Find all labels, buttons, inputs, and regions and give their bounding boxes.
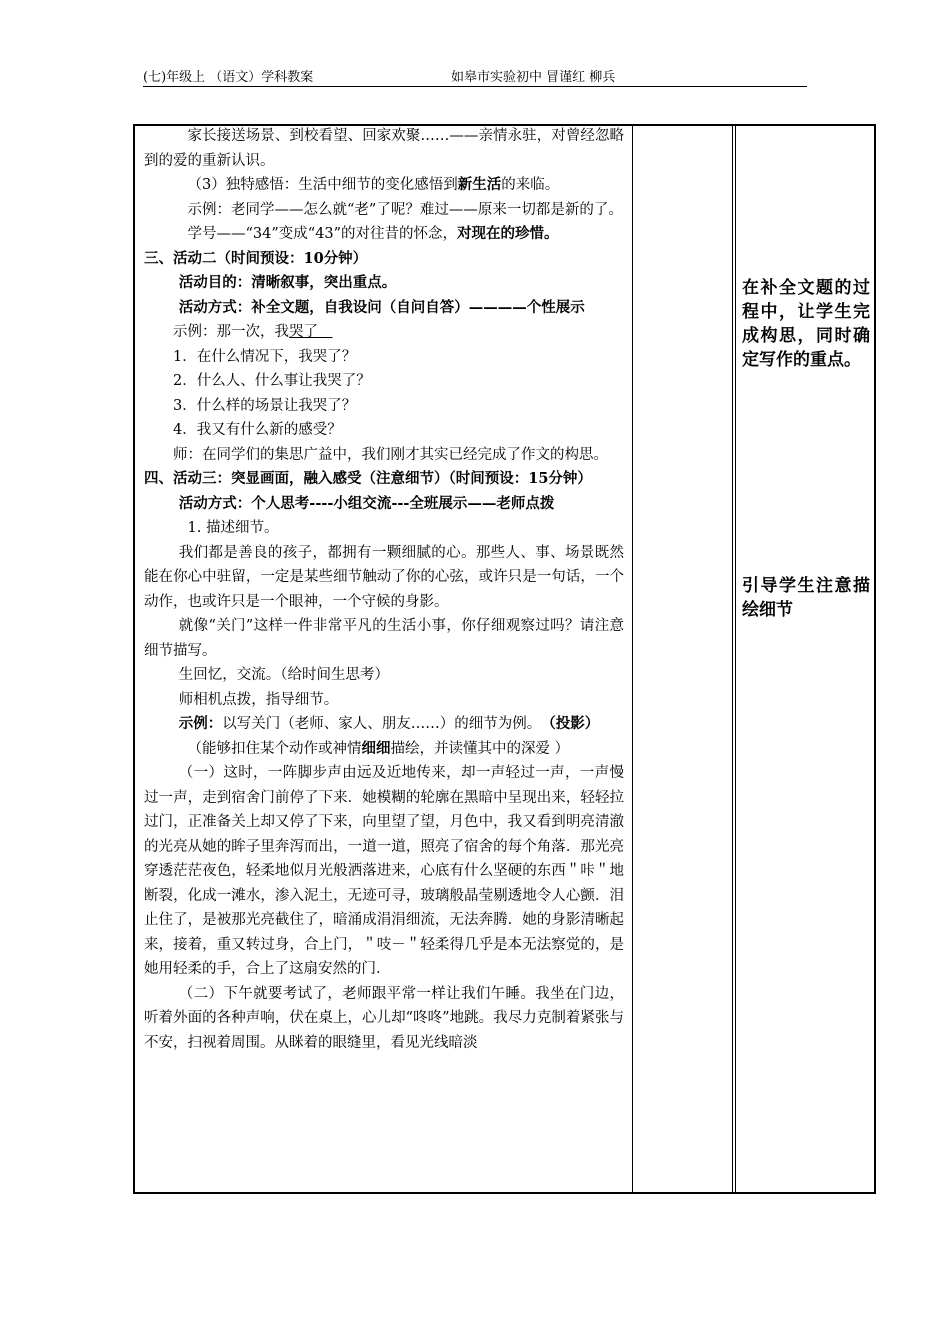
- question-item: 3．什么样的场景让我哭了？: [173, 397, 357, 414]
- activity-method: 活动方式：补全文题，自我设问（自问自答）————个性展示: [178, 298, 585, 316]
- teaching-process-column: [144, 124, 624, 1055]
- question-item: 2．什么人、什么事让我哭了？: [173, 373, 371, 389]
- question-item: 4．我又有什么新的感受？: [173, 422, 342, 438]
- column-divider: [732, 126, 733, 1192]
- paragraph: （3）独特感悟：生活中细节的变化感悟到新生活的来临。: [187, 176, 560, 193]
- column-divider: [632, 126, 633, 1192]
- page-header: [143, 66, 807, 87]
- paragraph: 示例：老同学——怎么就“老”了呢？难过——原来一切都是新的了。: [187, 201, 623, 218]
- example-line: 示例：那一次，我哭了: [173, 324, 318, 340]
- paragraph: 就像“关门”这样一件非常平凡的生活小事，你仔细观察过吗？请注意细节描写。: [144, 618, 624, 659]
- design-note: 在补全文题的过程中，让学生完成构思，同时确定写作的重点。: [742, 278, 870, 370]
- question-item: 1．在什么情况下，我哭了？: [173, 348, 357, 365]
- paragraph: 师：在同学们的集思广益中，我们刚才其实已经完成了作文的构思。: [173, 446, 608, 463]
- header-school-authors: 如皋市实验初中 冒谨红 柳兵: [451, 70, 616, 85]
- paragraph: （能够扣住某个动作或神情细细描绘，并读懂其中的深爱 ）: [187, 739, 570, 757]
- paragraph: 生回忆，交流。（给时间生思考）: [178, 667, 390, 683]
- example-passage: （一）这时，一阵脚步声由远及近地传来，却一声轻过一声，一声慢过一声，走到宿舍门前停了下来．她模糊的轮廓在黑暗中呈现出来，轻轻拉过门，正准备关上却又停了下来，向里望了望，月色中，我又看到明亮清澈的光亮从她的眸子里奔泻而出，一道一道，照亮了宿舍的每个角落．那光亮穿透茫茫夜色，轻柔地似月光般洒落进来，心底有什么坚硬的东西＂咔＂地断裂，化成一滩水，渗入泥土，无迹可寻，玻璃般晶莹剔透地令人心颤．泪止住了，是被那光亮截住了，暗涌成涓涓细流，无法奔腾．她的身影清晰起来，接着，重又转过身，合上门，＂吱－＂轻柔得几乎是本无法察觉的，是她用轻柔的手，合上了这扇安然的门．: [144, 765, 624, 977]
- column-divider: [735, 126, 736, 1192]
- activity-method: 活动方式：个人思考----小组交流---全班展示——老师点拨: [178, 494, 555, 512]
- section-heading: 四、活动三：突显画面，融入感受（注意细节）（时间预设：15分钟）: [144, 470, 592, 487]
- paragraph: 示例：以写关门（老师、家人、朋友……）的细节为例。 （投影）: [178, 715, 600, 732]
- example-passage: （二）下午就要考试了，老师跟平常一样让我们午睡。我坐在门边，听着外面的各种声响，伏在桌上，心儿却“咚咚”地跳。我尽力克制着紧张与不安，扫视着周围。从眯着的眼缝里，看见光线暗淡: [144, 985, 624, 1051]
- paragraph: 1. 描述细节。: [187, 520, 279, 536]
- section-heading: 三、活动二（时间预设：10分钟）: [144, 249, 368, 267]
- paragraph: 家长接送场景、到校看望、回家欢聚……——亲情永驻，对曾经忽略到的爱的重新认识。: [144, 128, 624, 169]
- paragraph: 学号——“34”变成“43”的对往昔的怀念，对现在的珍惜。: [187, 225, 559, 242]
- design-note: 引导学生注意描绘细节: [742, 576, 870, 620]
- paragraph: 我们都是善良的孩子，都拥有一颗细腻的心。那些人、事、场景既然能在你心中驻留，一定是某些细节触动了你的心弦，或许只是一句话，一个动作，也或许只是一个眼神，一个守候的身影。: [144, 544, 624, 610]
- header-course: (七)年级上 （语文）学科教案: [143, 70, 314, 85]
- activity-goal: 活动目的：清晰叙事，突出重点。: [178, 274, 397, 291]
- paragraph: 师相机点拨，指导细节。: [178, 691, 339, 708]
